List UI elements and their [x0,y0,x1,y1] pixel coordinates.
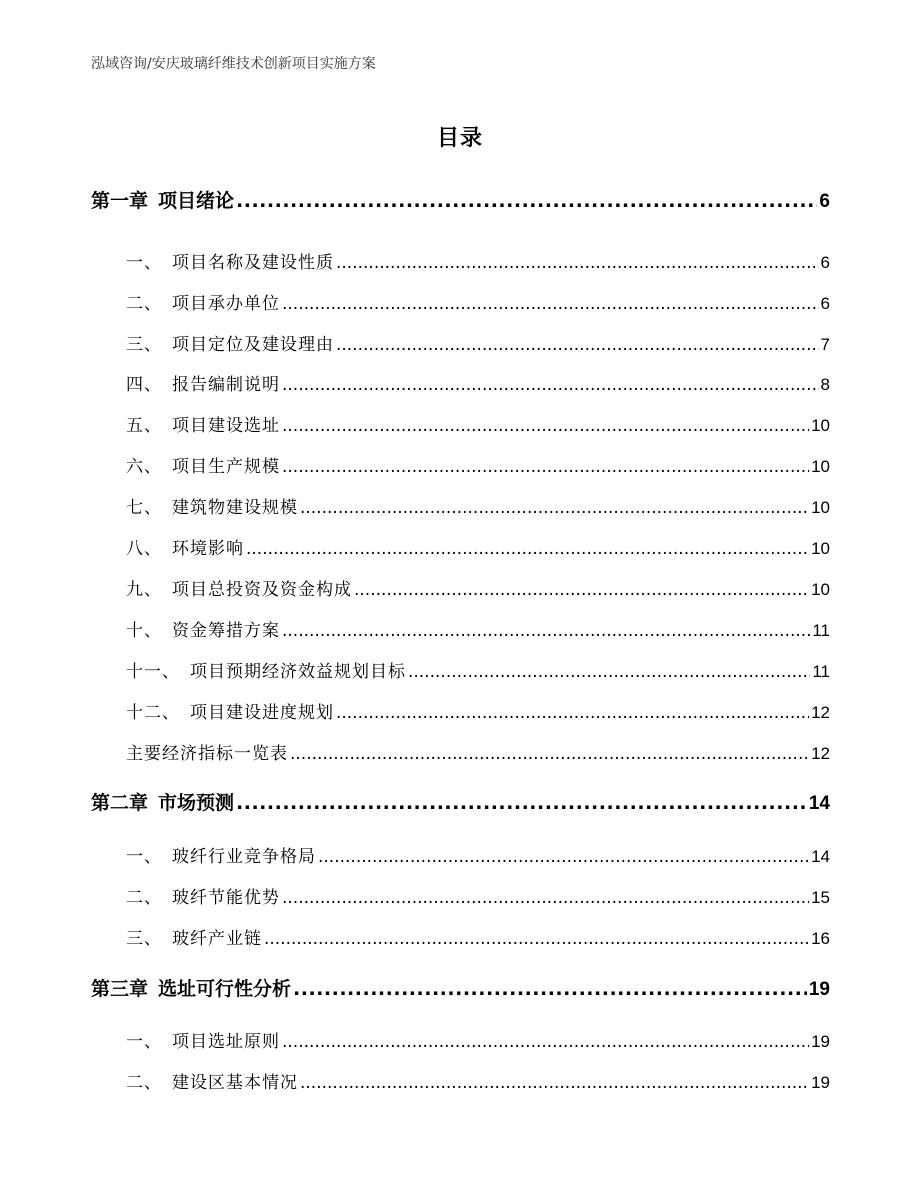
toc-entry-label [126,330,334,355]
toc-entry-label [126,534,244,559]
toc-dot-leader [293,978,807,1000]
toc-entry-title: 报告编制说明 [172,375,280,395]
toc-dot-leader [300,498,809,518]
toc-entry-title: 玻纤节能优势 [172,888,280,908]
toc-entry-number: 九、 [126,580,162,600]
toc-chapter-entry[interactable] [91,186,830,213]
toc-page-number: 11 [812,662,830,681]
toc-entry-number: 一、 [126,847,162,867]
toc-entry-title: 项目生产规模 [172,457,280,477]
toc-section-entry[interactable] [126,739,830,764]
toc-section-entry[interactable] [126,534,830,559]
toc-section-entry[interactable] [126,493,830,518]
toc-section-entry[interactable] [126,842,830,867]
toc-entry-title: 项目建设进度规划 [190,703,334,723]
toc-page-number: 19 [811,1073,830,1092]
toc-section-entry[interactable] [126,575,830,600]
toc-entry-number: 二、 [126,1073,162,1093]
toc-entry-title: 建设区基本情况 [172,1073,298,1093]
toc-entry-label [126,616,280,641]
toc-dot-leader [282,1032,809,1052]
toc-entry-number: 四、 [126,375,162,395]
toc-title: 目录 [436,126,483,151]
toc-entry-title: 项目总投资及资金构成 [172,580,352,600]
toc-entry-title: 玻纤产业链 [172,929,262,949]
toc-entry-title: 资金筹措方案 [172,621,280,641]
toc-entry-number: 三、 [126,335,162,355]
toc-page-number: 10 [811,539,830,558]
running-header: 泓域咨询/安庆玻璃纤维技术创新项目实施方案 [91,56,376,72]
toc-entry-title: 环境影响 [172,539,244,559]
toc-page-number: 19 [811,1032,830,1051]
toc-entry-number: 十、 [126,621,162,641]
toc-entry-label [126,657,406,682]
toc-chapter-entry[interactable] [91,974,830,1001]
toc-dot-leader [282,888,809,908]
toc-page-number: 6 [819,191,830,212]
toc-entry-title: 项目绪论 [158,190,235,212]
toc-page-number: 10 [811,457,830,476]
toc-section-entry[interactable] [126,1027,830,1052]
toc-section-entry[interactable] [126,289,830,314]
toc-dot-leader [354,580,809,600]
toc-page-number: 8 [820,375,830,394]
toc-entry-number: 三、 [126,929,162,949]
toc-chapter-entry[interactable] [91,788,830,815]
toc-dot-leader [290,744,809,764]
toc-entry-label [126,924,262,949]
toc-section-entry[interactable] [126,330,830,355]
toc-page-number: 7 [820,335,830,354]
toc-entry-label [126,452,280,477]
toc-section-entry[interactable] [126,698,830,723]
toc-entry-label [126,698,334,723]
toc-entry-title: 项目选址原则 [172,1032,280,1052]
toc-entry-title: 建筑物建设规模 [172,498,298,518]
toc-dot-leader [300,1073,809,1093]
toc-page-number: 10 [811,416,830,435]
toc-section-entry[interactable] [126,452,830,477]
toc-entry-number: 八、 [126,539,162,559]
toc-entry-title: 项目承办单位 [172,294,280,314]
toc-section-entry[interactable] [126,616,830,641]
toc-entry-number: 十一、 [126,662,180,682]
toc-page-number: 10 [811,498,830,517]
toc-dot-leader [282,416,809,436]
toc-page-number: 16 [811,929,830,948]
toc-entry-title: 主要经济指标一览表 [126,744,288,764]
toc-section-entry[interactable] [126,657,830,682]
toc-entry-label [91,788,234,815]
toc-page-number: 12 [811,744,830,763]
toc-dot-leader [236,792,807,814]
toc-entry-label [91,974,291,1001]
toc-entry-number: 五、 [126,416,162,436]
toc-entry-label [126,248,334,273]
toc-entry-number: 第三章 [91,978,149,1000]
toc-entry-label [126,842,316,867]
toc-dot-leader [318,847,809,867]
toc-dot-leader [408,662,810,682]
toc-entry-title: 选址可行性分析 [158,978,292,1000]
toc-entry-label [126,575,352,600]
toc-dot-leader [282,457,809,477]
toc-dot-leader [336,335,819,355]
toc-dot-leader [246,539,809,559]
toc-entry-number: 第一章 [91,190,149,212]
toc-dot-leader [336,253,819,273]
toc-page-number: 11 [812,621,830,640]
toc-dot-leader [236,190,817,212]
toc-page-number: 15 [811,888,830,907]
toc-entry-label [126,289,280,314]
toc-entry-title: 项目名称及建设性质 [172,253,334,273]
toc-section-entry[interactable] [126,1068,830,1093]
toc-entry-number: 一、 [126,1032,162,1052]
toc-entry-title: 市场预测 [158,792,235,814]
toc-entry-title: 项目定位及建设理由 [172,335,334,355]
toc-page-number: 6 [820,253,830,272]
toc-section-entry[interactable] [126,883,830,908]
toc-entry-label [126,1068,298,1093]
toc-entry-label [126,411,280,436]
toc-entry-number: 二、 [126,888,162,908]
toc-section-entry[interactable] [126,411,830,436]
toc-dot-leader [282,621,810,641]
toc-page-number: 12 [811,703,830,722]
toc-entry-label [126,883,280,908]
toc-page-number: 10 [811,580,830,599]
toc-entry-label [126,1027,280,1052]
toc-entry-label [126,370,280,395]
toc-page-number: 14 [811,847,830,866]
toc-section-entry[interactable] [126,370,830,395]
toc-dot-leader [282,375,819,395]
toc-entry-number: 六、 [126,457,162,477]
toc-entry-title: 项目建设选址 [172,416,280,436]
toc-entry-label [126,739,288,764]
toc-entry-number: 第二章 [91,792,149,814]
toc-dot-leader [264,929,809,949]
toc-entry-number: 二、 [126,294,162,314]
toc-entry-title: 项目预期经济效益规划目标 [190,662,406,682]
toc-page-number: 14 [808,793,830,814]
toc-entry-number: 十二、 [126,703,180,723]
toc-entry-number: 一、 [126,253,162,273]
toc-dot-leader [336,703,809,723]
toc-dot-leader [282,294,819,314]
toc-page-number: 19 [808,979,830,1000]
toc-section-entry[interactable] [126,248,830,273]
toc-entry-number: 七、 [126,498,162,518]
toc-entry-title: 玻纤行业竞争格局 [172,847,316,867]
toc-section-entry[interactable] [126,924,830,949]
toc-page-number: 6 [820,294,830,313]
toc-entry-label [91,186,234,213]
toc-entry-label [126,493,298,518]
